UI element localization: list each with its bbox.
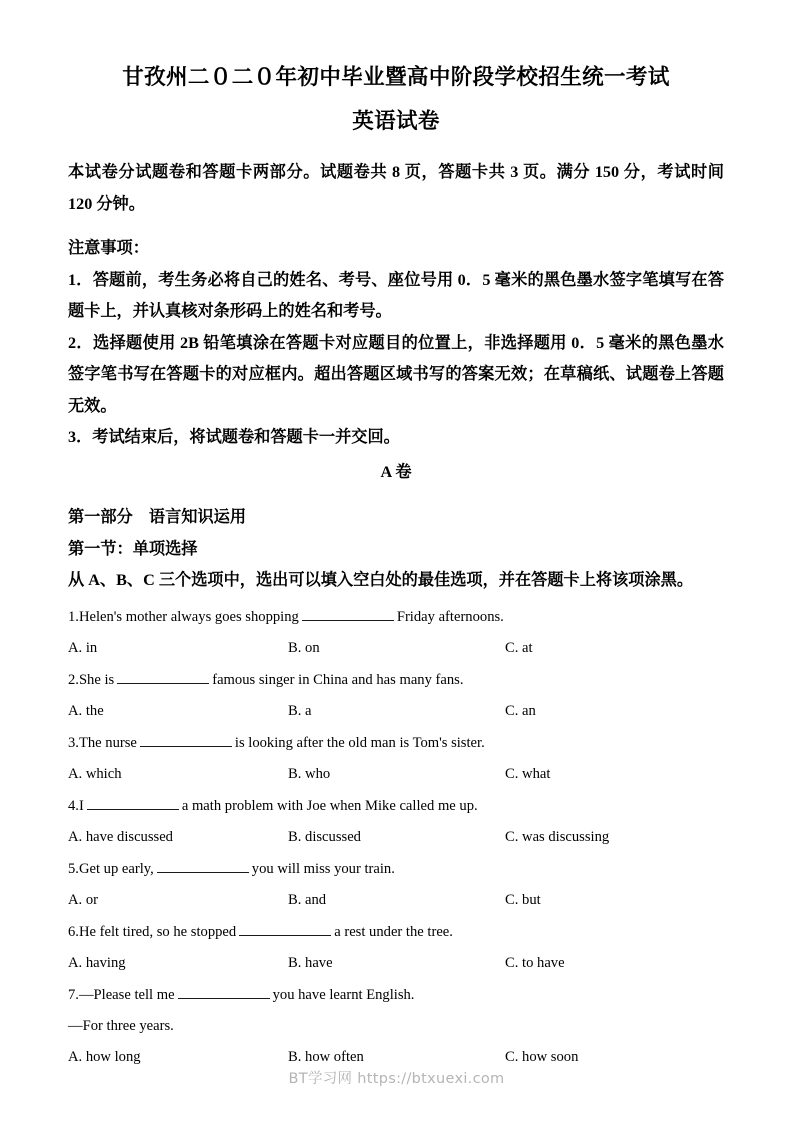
option-2-b[interactable]: B. a — [288, 702, 312, 719]
paper-mark: A 卷 — [380, 462, 412, 481]
option-6-a[interactable]: A. having — [68, 954, 126, 971]
section-instruction: 从 A、B、C 三个选项中，选出可以填入空白处的最佳选项，并在答题卡上将该项涂黑。 — [68, 571, 694, 589]
note-item-1: 1．答题前，考生务必将自己的姓名、考号、座位号用 0．5 毫米的黑色墨水签字笔填写在答题卡上，并认真核对条形码上的姓名和考号。 — [68, 270, 724, 320]
question-options-4 — [68, 828, 724, 846]
answer-blank-7 — [178, 985, 270, 999]
footer-watermark: BT学习网 https://btxuexi.com — [288, 1071, 505, 1087]
question-stem-5 — [68, 859, 724, 878]
question-stem-7 — [68, 985, 724, 1004]
option-3-b[interactable]: B. who — [288, 765, 331, 782]
question-list — [68, 607, 724, 1066]
question-stem-4-after: a math problem with Joe when Mike called me up. — [181, 797, 478, 814]
question-options-1 — [68, 639, 724, 657]
question-stem-7-line2: —For three years. — [68, 1017, 174, 1034]
question-stem-6-after: a rest under the tree. — [334, 923, 453, 940]
question-stem-3-after: is looking after the old man is Tom's sister. — [234, 734, 485, 751]
question-options-2 — [68, 702, 724, 720]
question-stem-7-after: you have learnt English. — [272, 986, 415, 1003]
exam-intro-paragraph: 本试卷分试题卷和答题卡两部分。试题卷共 8 页，答题卡共 3 页。满分 150 分，考试时间 120 分钟。 — [68, 163, 724, 213]
option-6-c[interactable]: C. to have — [505, 954, 565, 971]
question-stem-2-after: famous singer in China and has many fans. — [212, 671, 464, 688]
question-stem-5-after: you will miss your train. — [251, 860, 395, 877]
option-2-a[interactable]: A. the — [68, 702, 104, 719]
answer-blank-5 — [157, 859, 249, 873]
question-stem-1-before: 1.Helen's mother always goes shopping — [68, 608, 299, 625]
option-5-b[interactable]: B. and — [288, 891, 327, 908]
page-subtitle: 英语试卷 — [352, 109, 440, 133]
option-7-a[interactable]: A. how long — [68, 1048, 141, 1065]
option-4-a[interactable]: A. have discussed — [68, 828, 173, 845]
note-item-2: 2．选择题使用 2B 铅笔填涂在答题卡对应题目的位置上，非选择题用 0．5 毫米的黑色墨水签字笔书写在答题卡的对应框内。超出答题区域书写的答案无效；在草稿纸、试题卷上答题无效。 — [68, 333, 724, 415]
question-stem-6-before: 6.He felt tired, so he stopped — [68, 923, 237, 940]
option-3-c[interactable]: C. what — [505, 765, 551, 782]
answer-blank-6 — [239, 922, 331, 936]
question-stem-3-before: 3.The nurse — [68, 734, 137, 751]
answer-blank-2 — [117, 670, 209, 684]
option-1-c[interactable]: C. at — [505, 639, 533, 656]
question-options-7 — [68, 1048, 724, 1066]
option-7-c[interactable]: C. how soon — [505, 1048, 579, 1065]
option-5-c[interactable]: C. but — [505, 891, 541, 908]
option-4-b[interactable]: B. discussed — [288, 828, 361, 845]
question-stem-1-after: Friday afternoons. — [396, 608, 504, 625]
option-6-b[interactable]: B. have — [288, 954, 333, 971]
note-item-3: 3．考试结束后，将试题卷和答题卡一并交回。 — [68, 428, 400, 446]
option-1-b[interactable]: B. on — [288, 639, 320, 656]
option-5-a[interactable]: A. or — [68, 891, 98, 908]
question-stem-6 — [68, 922, 724, 941]
question-stem-3 — [68, 733, 724, 752]
question-stem-1 — [68, 607, 724, 626]
option-4-c[interactable]: C. was discussing — [505, 828, 610, 845]
section-heading: 第一节：单项选择 — [68, 539, 198, 558]
document-content — [68, 60, 724, 1079]
question-stem-4 — [68, 796, 724, 815]
notes-label: 注意事项： — [68, 239, 149, 257]
answer-blank-4 — [87, 796, 179, 810]
option-7-b[interactable]: B. how often — [288, 1048, 364, 1065]
option-1-a[interactable]: A. in — [68, 639, 98, 656]
question-options-6 — [68, 954, 724, 972]
answer-blank-3 — [140, 733, 232, 747]
option-3-a[interactable]: A. which — [68, 765, 122, 782]
answer-blank-1 — [302, 607, 394, 621]
question-stem-2 — [68, 670, 724, 689]
question-stem-4-before: 4.I — [68, 797, 84, 814]
part-heading: 第一部分 语言知识运用 — [68, 508, 247, 526]
question-stem-2-before: 2.She is — [68, 671, 115, 688]
question-options-3 — [68, 765, 724, 783]
option-2-c[interactable]: C. an — [505, 702, 536, 719]
page-title: 甘孜州二０二０年初中毕业暨高中阶段学校招生统一考试 — [122, 65, 670, 89]
question-stem-7-before: 7.—Please tell me — [68, 986, 175, 1003]
question-options-5 — [68, 891, 724, 909]
question-stem-5-before: 5.Get up early, — [68, 860, 154, 877]
